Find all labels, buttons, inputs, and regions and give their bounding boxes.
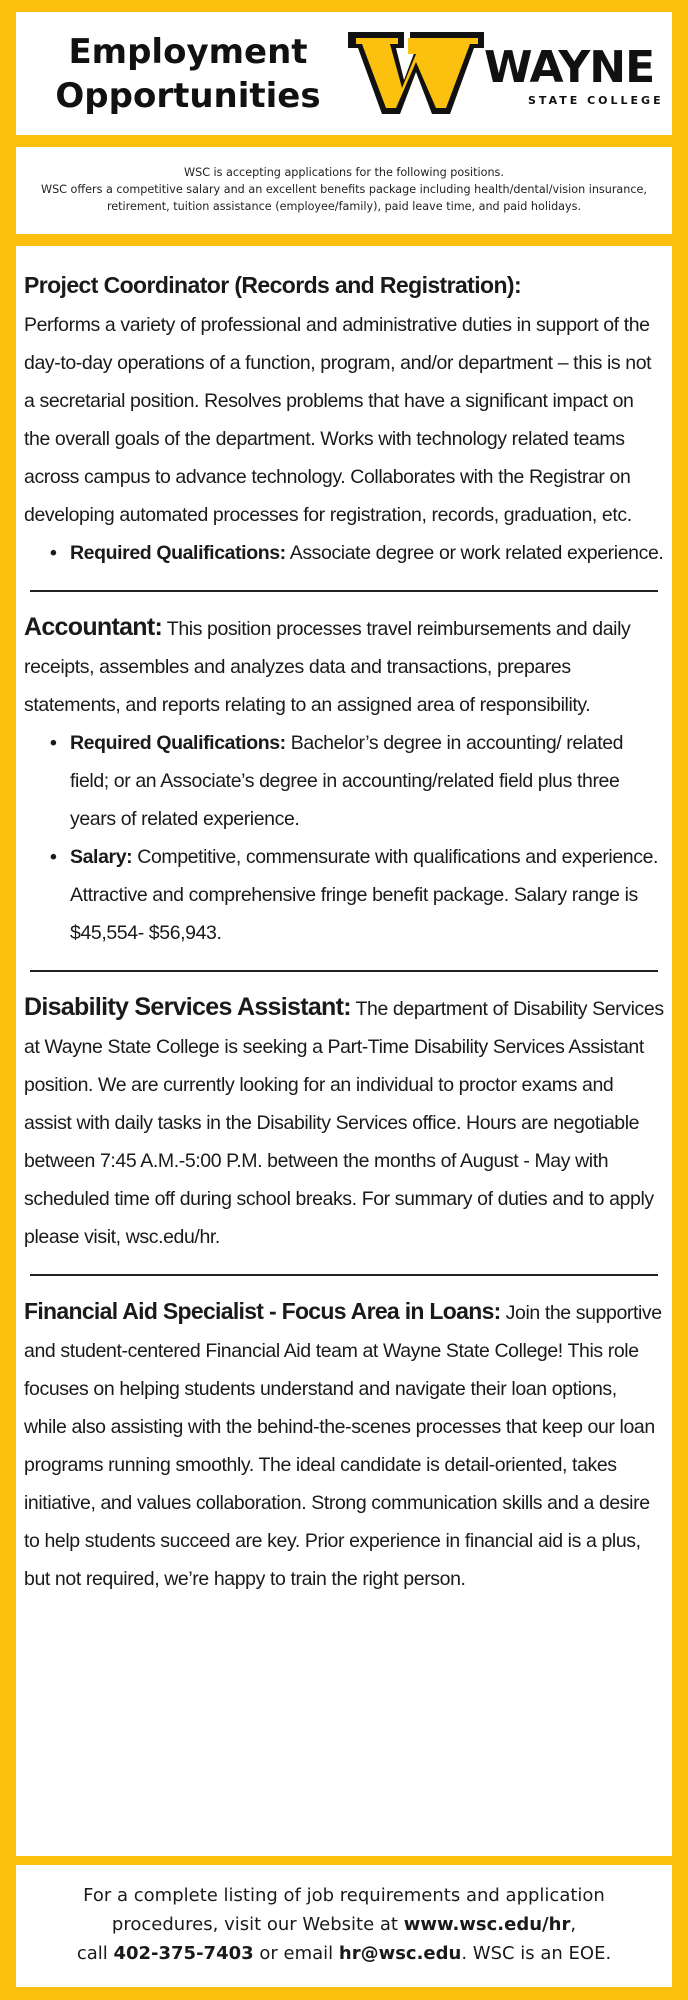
footer-text: procedures, visit our Website at	[111, 1914, 404, 1935]
job-financial-aid-specialist	[24, 1292, 664, 1598]
footer-text: ,	[570, 1914, 577, 1935]
footer-contact	[16, 1865, 672, 1987]
job-disability-services-assistant	[24, 988, 664, 1256]
w-logo-icon	[346, 28, 486, 118]
qualification-text: Bachelor’s degree in accounting/ related field; or an Associate’s degree in accounting/related field plus three years of related experience.	[70, 732, 624, 830]
salary-text: Competitive, commensurate with qualifications and experience. Attractive and comprehensive fringe benefit package. Salary range is $45,554- $56,943.	[70, 846, 659, 944]
intro-line-2: WSC offers a competitive salary and an excellent benefits package including health/dental/vision insurance, retirement, tuition assistance (employee/family), paid leave time, and paid holidays.	[41, 183, 647, 213]
job-project-coordinator	[24, 266, 664, 572]
job-description: This position processes travel reimbursements and daily receipts, assembles and analyzes data and transactions, prepares statements, and reports relating to an assigned area of responsibility.	[24, 618, 631, 716]
qualification-text: Associate degree or work related experience.	[285, 542, 664, 564]
phone-number[interactable]: 402-375-7403	[113, 1943, 254, 1964]
footer-text: . WSC is an EOE.	[461, 1943, 612, 1964]
job-title: Disability Services Assistant:	[24, 993, 351, 1021]
qualification-label: Required Qualifications:	[70, 542, 286, 564]
footer-line-2	[26, 1910, 662, 1939]
wayne-state-logo	[346, 28, 676, 120]
job-title: Accountant:	[24, 613, 163, 641]
footer-text: call	[76, 1943, 114, 1964]
job-description: Join the supportive and student-centered Financial Aid team at Wayne State College! This role focuses on helping students understand and navigate their loan options, while also assisting with the behind-the-scenes processes that keep our loan programs running smoothly. The ideal candidate is detail-oriented, takes initiative, and values collaboration. Strong communication skills and a desire to help students succeed are key. Prior experience in financial aid is a plus, but not required, we’re happy to train the right person.	[24, 1302, 662, 1590]
title-line-2: Opportunities	[55, 76, 321, 116]
footer-text: or email	[253, 1943, 339, 1964]
job-listings	[16, 246, 672, 1856]
page-title	[38, 30, 338, 118]
qualification-label: Required Qualifications:	[70, 732, 286, 754]
salary-item	[44, 838, 664, 952]
job-title: Financial Aid Specialist - Focus Area in Loans:	[24, 1298, 501, 1324]
qualification-item	[44, 724, 664, 838]
header	[16, 12, 672, 135]
intro-box	[16, 147, 672, 234]
divider	[30, 970, 658, 972]
qualification-list	[24, 534, 664, 572]
footer-line-3	[26, 1939, 662, 1968]
website-link[interactable]: www.wsc.edu/hr	[403, 1914, 571, 1935]
job-title: Project Coordinator (Records and Registration):	[24, 272, 522, 298]
qualification-list	[24, 724, 664, 952]
job-description: Performs a variety of professional and administrative duties in support of the day-to-day operations of a function, program, and/or department – this is not a secretarial position. Resolves problems that have a significant impact on the overall goals of the department. Works with technology related teams across campus to advance technology. Collaborates with the Registrar on developing automated processes for registration, records, graduation, etc.	[24, 314, 652, 526]
salary-label: Salary:	[70, 846, 133, 868]
divider	[30, 1274, 658, 1276]
logo-name: WAYNE	[484, 42, 655, 93]
logo-subtitle: STATE COLLEGE	[528, 94, 664, 107]
job-accountant	[24, 608, 664, 952]
email-link[interactable]: hr@wsc.edu	[338, 1943, 462, 1964]
divider	[30, 590, 658, 592]
job-description: The department of Disability Services at Wayne State College is seeking a Part-Time Disability Services Assistant position. We are currently looking for an individual to proctor exams and assist with daily tasks in the Disability Services office. Hours are negotiable between 7:45 A.M.-5:00 P.M. between the months of August - May with scheduled time off during school breaks. For summary of duties and to apply please visit, wsc.edu/hr.	[24, 998, 664, 1248]
intro-line-1: WSC is accepting applications for the following positions.	[184, 166, 504, 179]
qualification-item	[44, 534, 664, 572]
footer-line-1: For a complete listing of job requirements and application	[83, 1885, 605, 1906]
title-line-1: Employment	[68, 32, 308, 72]
